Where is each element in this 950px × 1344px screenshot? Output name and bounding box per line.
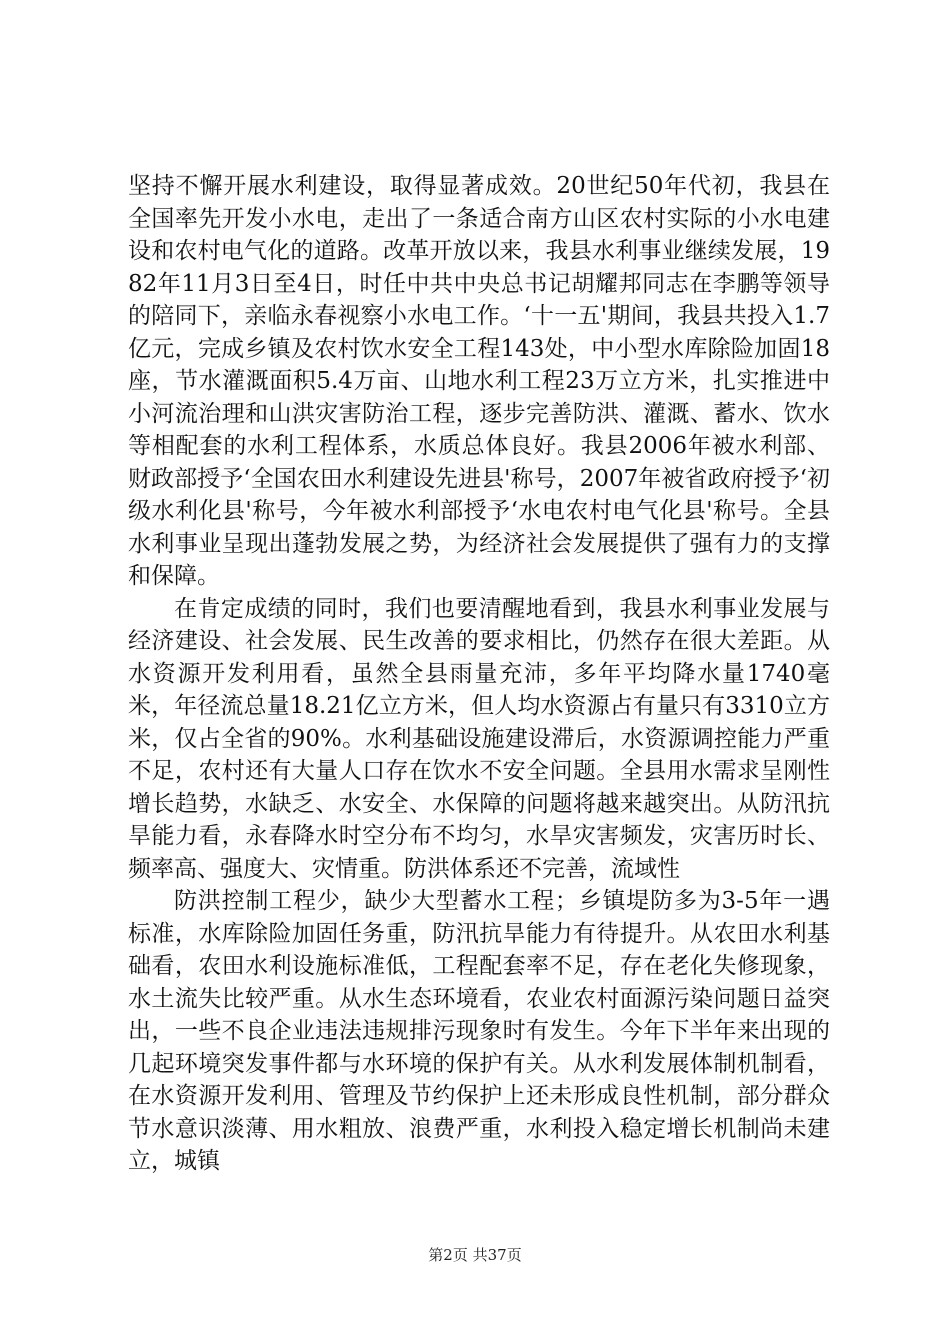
paragraph-2: 在肯定成绩的同时，我们也要清醒地看到，我县水利事业发展与经济建设、社会发展、民生改善的要求相比，仍然存在很大差距。从水资源开发利用看，虽然全县雨量充沛，多年平均降水量1740毫米，年径流总量18.21亿立方米，但人均水资源占有量只有3310立方米，仅占全省的90%。水利基础设施建设滞后，水资源调控能力严重不足，农村还有大量人口存在饮水不安全问题。全县用水需求呈刚性增长趋势，水缺乏、水安全、水保障的问题将越来越突出。从防汛抗旱能力看，永春降水时空分布不均匀，水旱灾害频发，灾害历时长、频率高、强度大、灾情重。防洪体系还不完善，流域性 <box>128 595 830 882</box>
paragraph-1: 坚持不懈开展水利建设，取得显著成效。20世纪50年代初，我县在全国率先开发小水电，走出了一条适合南方山区农村实际的小水电建设和农村电气化的道路。改革开放以来，我县水利事业继续发展，1982年11月3日至4日，时任中共中央总书记胡耀邦同志在李鹏等领导的陪同下，亲临永春视察小水电工作。‘十一五'期间，我县共投入1.7亿元，完成乡镇及农村饮水安全工程143处，中小型水库除险加固18座，节水灌溉面积5.4万亩、山地水利工程23万立方米，扎实推进中小河流治理和山洪灾害防治工程，逐步完善防洪、灌溉、蓄水、饮水等相配套的水利工程体系，水质总体良好。我县2006年被水利部、财政部授予‘全国农田水利建设先进县'称号，2007年被省政府授予‘初级水利化县'称号，今年被水利部授予‘水电农村电气化县'称号。全县水利事业呈现出蓬勃发展之势，为经济社会发展提供了强有力的支撑和保障。 <box>128 173 830 589</box>
body-text <box>128 170 830 1178</box>
page-footer: 第2页 共37页 <box>428 1246 522 1264</box>
paragraph-3: 防洪控制工程少，缺少大型蓄水工程；乡镇堤防多为3-5年一遇标准，水库除险加固任务重，防汛抗旱能力有待提升。从农田水利基础看，农田水利设施标准低，工程配套率不足，存在老化失修现象，水土流失比较严重。从水生态环境看，农业农村面源污染问题日益突出，一些不良企业违法违规排污现象时有发生。今年下半年来出现的几起环境突发事件都与水环境的保护有关。从水利发展体制机制看，在水资源开发利用、管理及节约保护上还未形成良性机制，部分群众节水意识淡薄、用水粗放、浪费严重，水利投入稳定增长机制尚未建立，城镇 <box>128 888 830 1174</box>
